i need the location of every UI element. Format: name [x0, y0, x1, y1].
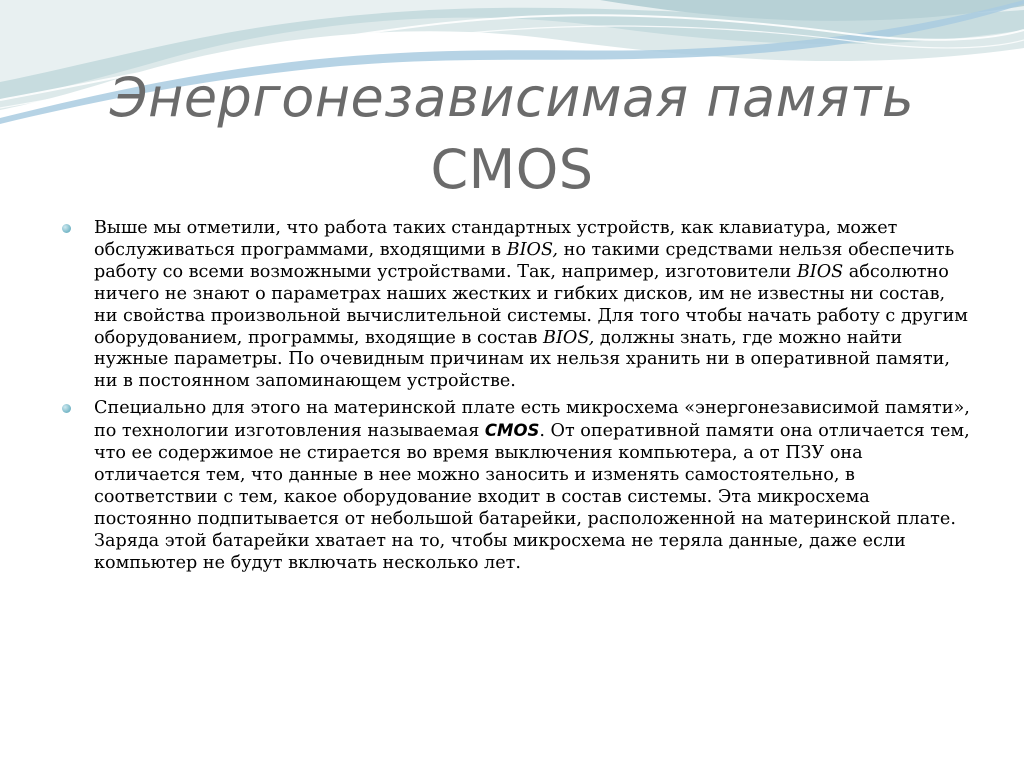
- bios-term: BIOS,: [543, 327, 595, 348]
- bullet-icon: [62, 224, 71, 233]
- bios-term: BIOS: [796, 261, 844, 282]
- slide-title: [60, 62, 964, 206]
- paragraph-1-text-c: абсолютно ничего не знают о параметрах наших жестких и гибких дисков, им не известны ни состав, ни свойства произвольной вычислительной системы. Для того чтобы начать работу с другим оборудованием, программы, входящие в состав: [94, 261, 968, 348]
- bullet-paragraph-2: [62, 398, 972, 574]
- paragraph-2-text-a: Специально для этого на материнской плате есть микросхема «энергонезависимой памяти», по технологии изготовления называемая: [94, 398, 970, 442]
- paragraph-1-text-b: но такими средствами нельзя обеспечить работу со всеми возможными устройствами. Так, например, изготовители: [94, 239, 955, 282]
- title-line-1: Энергонезависимая память: [109, 66, 915, 129]
- paragraph-1-text-a: Выше мы отметили, что работа таких стандартных устройств, как клавиатура, может обслуживаться программами, входящими в: [94, 218, 898, 260]
- bullet-paragraph-1: [62, 218, 972, 393]
- cmos-term: CMOS: [484, 421, 540, 441]
- paragraph-2-text-b: . От оперативной памяти она отличается тем, что ее содержимое не стирается во время выключения компьютера, а от ПЗУ она отличается тем, что данные в нее можно заносить и изменять самостоятельно, в соответствии с тем, какое оборудование входит в состав системы. Эта микросхема постоянно подпитывается от небольшой батарейки, расположенной на материнской плате. Заряда этой батарейки хватает на то, чтобы микросхема не теряла данные, даже если компьютер не будут включать несколько лет.: [94, 421, 970, 573]
- title-line-2: CMOS: [430, 138, 594, 201]
- bios-term: BIOS,: [506, 239, 558, 260]
- paragraph-1-text-d: должны знать, где можно найти нужные параметры. По очевидным причинам их нельзя хранить ни в оперативной памяти, ни в постоянном запоминающем устройстве.: [94, 327, 950, 392]
- bullet-icon: [62, 404, 71, 413]
- slide-body: [62, 218, 972, 580]
